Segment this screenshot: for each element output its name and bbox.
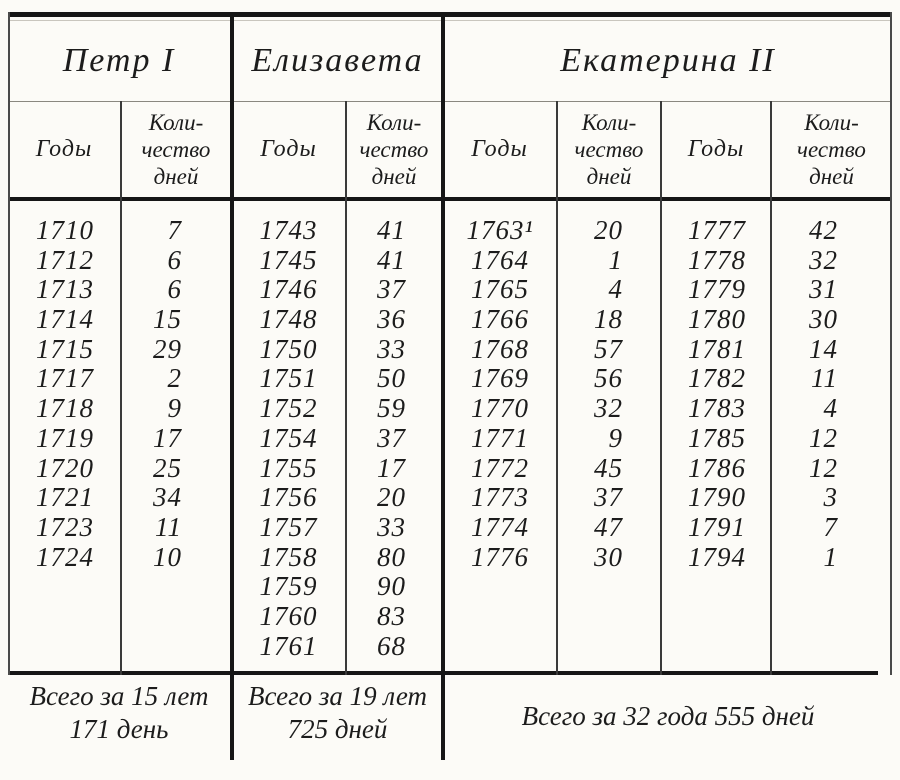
year-cell: 1720	[36, 452, 94, 483]
days-cell: 57	[594, 333, 623, 364]
year-cell: 1758	[259, 541, 318, 572]
days-cell: 42	[809, 215, 838, 245]
colheader-years-peter: Годы	[35, 136, 93, 162]
total-ekaterina	[447, 676, 889, 756]
year-cell: 1713	[36, 274, 94, 305]
column-ekaterina-2-days	[774, 216, 891, 572]
total-line: 725 дней	[287, 714, 388, 744]
year-cell: 1721	[36, 482, 94, 513]
days-cell: 15	[153, 304, 182, 335]
year-cell: 1771	[471, 422, 529, 453]
colheader-years-elizaveta: Годы	[260, 136, 317, 162]
total-elizaveta	[236, 680, 439, 746]
colheader-years-ekaterina-2: Годы	[687, 136, 745, 162]
days-cell: 11	[811, 363, 838, 394]
days-cell: 1	[823, 541, 838, 572]
days-cell: 25	[153, 452, 182, 483]
days-cell: 32	[809, 244, 838, 275]
days-cell: 12	[809, 422, 838, 453]
year-cell: 1778	[688, 244, 746, 275]
colheader-count-line: Коли-	[581, 110, 637, 135]
year-cell: 1756	[259, 482, 318, 513]
year-cell: 1772	[471, 452, 529, 483]
year-cell: 1754	[259, 422, 318, 453]
colheader-count-line: чество	[141, 137, 211, 162]
colheader-count-line: Коли-	[148, 110, 204, 135]
days-cell: 34	[153, 482, 182, 513]
year-cell: 1751	[259, 363, 318, 394]
divider-ekaterina-cols-2	[770, 101, 772, 675]
colheader-count-line: Коли-	[804, 110, 859, 135]
days-cell: 37	[377, 422, 406, 453]
year-cell: 1714	[36, 304, 94, 335]
days-cell: 83	[377, 600, 406, 631]
days-cell: 4	[608, 274, 623, 305]
year-cell: 1769	[471, 363, 529, 394]
colheader-count-line: дней	[809, 164, 854, 189]
column-elizaveta-years	[234, 216, 343, 661]
year-cell: 1785	[688, 422, 746, 453]
divider-peter-cols	[120, 101, 122, 675]
year-cell: 1766	[471, 304, 529, 335]
days-cell: 1	[608, 244, 623, 275]
total-line: 171 день	[69, 714, 169, 744]
days-cell: 11	[155, 511, 182, 542]
year-cell: 1783	[688, 393, 746, 424]
year-cell: 1761	[259, 630, 318, 661]
year-cell: 1752	[259, 393, 318, 424]
colheader-count-ekaterina-2	[774, 109, 889, 190]
days-cell: 10	[153, 541, 182, 572]
days-cell: 59	[377, 393, 406, 424]
total-peter	[10, 680, 228, 746]
days-cell: 6	[167, 274, 182, 305]
year-cell: 1791	[688, 511, 746, 542]
days-cell: 31	[809, 274, 838, 305]
days-cell: 7	[167, 215, 182, 245]
days-cell: 33	[377, 511, 406, 542]
days-cell: 20	[377, 482, 406, 513]
colheader-count-line: чество	[574, 137, 644, 162]
year-cell: 1768	[471, 333, 529, 364]
days-cell: 17	[377, 452, 406, 483]
year-cell: 1764	[471, 244, 529, 275]
year-cell: 1755	[259, 452, 318, 483]
year-cell: 1717	[36, 363, 94, 394]
days-cell: 41	[377, 215, 406, 245]
days-cell: 90	[377, 571, 406, 602]
column-ekaterina-1-years	[445, 216, 555, 572]
year-cell: 1746	[259, 274, 318, 305]
year-cell: 1776	[471, 541, 529, 572]
days-cell: 4	[823, 393, 838, 424]
year-cell: 1718	[36, 393, 94, 424]
colheader-count-elizaveta	[349, 109, 439, 190]
year-cell: 1750	[259, 333, 318, 364]
year-cell: 1779	[688, 274, 746, 305]
group-title-elizaveta: Елизавета	[251, 41, 424, 79]
year-cell: 1748	[259, 304, 318, 335]
column-ekaterina-1-days	[560, 216, 658, 572]
rule-under-titles	[8, 101, 892, 102]
days-cell: 9	[608, 422, 623, 453]
days-cell: 32	[594, 393, 623, 424]
divider-ekaterina-pairs	[660, 101, 662, 675]
colheader-count-line: Коли-	[366, 110, 422, 135]
days-cell: 7	[823, 511, 838, 542]
divider-ekaterina-cols-1	[556, 101, 558, 675]
total-line: Всего за 32 года 555 дней	[521, 700, 815, 731]
colheader-count-peter	[124, 109, 228, 190]
days-cell: 9	[167, 393, 182, 424]
rule-top	[8, 12, 892, 17]
days-cell: 45	[594, 452, 623, 483]
year-cell: 1774	[471, 511, 529, 542]
year-cell: 1763¹	[466, 215, 534, 245]
year-cell: 1760	[259, 600, 318, 631]
year-cell: 1724	[36, 541, 94, 572]
days-cell: 37	[594, 482, 623, 513]
divider-elizaveta-cols	[345, 101, 347, 675]
days-cell: 37	[377, 274, 406, 305]
colheader-count-line: дней	[153, 164, 199, 189]
year-cell: 1777	[688, 215, 746, 245]
days-cell: 20	[594, 215, 623, 245]
year-cell: 1790	[688, 482, 746, 513]
total-line: Всего за 19 лет	[248, 681, 427, 711]
column-peter-days	[124, 216, 228, 572]
days-cell: 14	[809, 333, 838, 364]
colheader-years-ekaterina-1: Годы	[471, 136, 528, 162]
days-cell: 50	[377, 363, 406, 394]
colheader-count-ekaterina-1	[560, 109, 658, 190]
days-cell: 30	[594, 541, 623, 572]
days-cell: 30	[809, 304, 838, 335]
year-cell: 1743	[259, 215, 318, 245]
days-cell: 68	[377, 630, 406, 661]
colheader-count-line: чество	[359, 137, 429, 162]
year-cell: 1765	[471, 274, 529, 305]
colheader-count-line: дней	[371, 164, 417, 189]
days-cell: 12	[809, 452, 838, 483]
days-cell: 29	[153, 333, 182, 364]
year-cell: 1781	[688, 333, 746, 364]
days-cell: 41	[377, 244, 406, 275]
days-cell: 47	[594, 511, 623, 542]
year-cell: 1712	[36, 244, 94, 275]
column-elizaveta-days	[349, 216, 439, 661]
days-cell: 36	[377, 304, 406, 335]
rule-under-headers	[8, 197, 892, 201]
group-title-peter: Петр I	[62, 41, 176, 79]
year-cell: 1715	[36, 333, 94, 364]
column-ekaterina-2-years	[664, 216, 770, 572]
year-cell: 1773	[471, 482, 529, 513]
year-cell: 1710	[36, 215, 94, 245]
total-line: Всего за 15 лет	[29, 681, 209, 711]
year-cell: 1780	[688, 304, 746, 335]
days-cell: 56	[594, 363, 623, 394]
year-cell: 1770	[471, 393, 529, 424]
year-cell: 1745	[259, 244, 318, 275]
year-cell: 1723	[36, 511, 94, 542]
year-cell: 1757	[259, 511, 318, 542]
year-cell: 1782	[688, 363, 746, 394]
year-cell: 1719	[36, 422, 94, 453]
days-cell: 18	[594, 304, 623, 335]
group-title-ekaterina: Екатерина II	[560, 41, 776, 79]
days-cell: 2	[167, 363, 182, 394]
column-peter-years	[10, 216, 120, 572]
days-cell: 3	[823, 482, 838, 513]
colheader-count-line: чество	[797, 137, 866, 162]
year-cell: 1786	[688, 452, 746, 483]
colheader-count-line: дней	[586, 164, 632, 189]
days-cell: 6	[167, 244, 182, 275]
days-cell: 33	[377, 333, 406, 364]
days-cell: 17	[153, 422, 182, 453]
days-cell: 80	[377, 541, 406, 572]
year-cell: 1759	[259, 571, 318, 602]
year-cell: 1794	[688, 541, 746, 572]
